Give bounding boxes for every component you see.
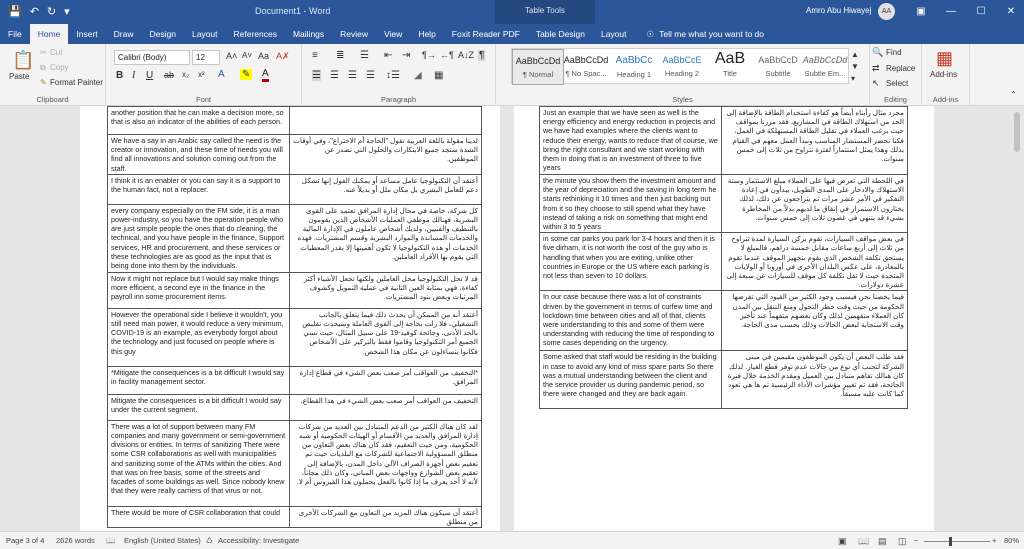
english-cell[interactable]: the minute you show them the investment amount and the year of depreciation and the saving in long term he starts rethinking it 10 times and then just backing out from it so they choose to still spend what they have instead of taking a risk on something that might end within 3 to 5 years [540, 175, 722, 233]
table-row [108, 420, 482, 506]
english-cell[interactable]: *Mitigate the consequences is a bit difficult I would say in facility management sector. [108, 366, 290, 394]
table-row [108, 272, 482, 308]
table-row [108, 394, 482, 420]
style-name: Subtitle [765, 69, 791, 78]
cut-button[interactable]: Cut [50, 48, 63, 57]
arabic-cell[interactable]: التخفيف من العواقب أمر صعب بعض الشيء في هذا القطاع. [290, 394, 482, 420]
zoom-in-icon[interactable]: + [992, 536, 997, 545]
style-no-spacing[interactable] [560, 49, 612, 85]
title-bar [0, 0, 1024, 24]
user-name[interactable]: Amro Abu Hiwayej [806, 6, 872, 15]
decrease-indent-icon[interactable]: ⇤ [384, 50, 393, 61]
tab-insert[interactable]: Insert [76, 29, 98, 39]
close-icon[interactable]: ✕ [1006, 6, 1016, 17]
tab-references[interactable]: References [233, 29, 277, 39]
quick-access-toolbar [0, 7, 70, 18]
english-cell[interactable]: Just an example that we have seen as well is the energy efficiency and energy reduction in projects and we have had examples where the clients want to reduce their energy, wants to reduce that of course, we bring the right consultant and we start working with them in doing that is an investment of three to five years [540, 107, 722, 175]
english-cell[interactable]: Now it might not replace but I would say make things more efficient, a second eye in the finance in the payroll inn some procurement items. [108, 272, 290, 308]
table-row [108, 204, 482, 272]
copy-button[interactable]: Copy [50, 63, 69, 72]
save-icon[interactable]: 💾 [8, 5, 22, 18]
language[interactable]: English (United States) [124, 536, 201, 545]
paragraph-group [302, 44, 496, 106]
customize-qat-icon[interactable]: ▾ [64, 5, 70, 18]
format-painter-button[interactable]: Format Painter [50, 78, 103, 87]
undo-icon[interactable]: ↶ [29, 5, 39, 18]
clipboard-label: Clipboard [36, 95, 69, 104]
show-marks-icon[interactable]: ¶ [479, 50, 485, 61]
focus-mode-icon[interactable]: ▣ [838, 536, 847, 546]
tab-design[interactable]: Design [149, 29, 176, 39]
arabic-cell[interactable]: في بعض مواقف السيارات، تقوم بركن السيارة لمدة تتراوح من ثلاث إلى أربع ساعات مقابل خمسة دراهم، فالمبلغ لا يستحق تكلفة الشخص الذي يقوم بتجهيز الموقف عندما تقوم بالمغادرة، على عكس البلدان الأخرى في أوروبا أو الولايات المتحدة حيث لا تقل تكلفة كل موقف للسيارات عن سبعة إلى عشرة دولارات. [722, 233, 908, 291]
tab-table-design[interactable]: Table Design [535, 29, 585, 39]
accessibility-status[interactable]: Accessibility: Investigate [218, 536, 300, 545]
clipboard-group [0, 44, 106, 106]
increase-indent-icon[interactable]: ⇥ [402, 50, 411, 61]
shading-icon[interactable]: ◢ [414, 70, 422, 81]
bullets-icon[interactable]: ≡ [312, 50, 318, 61]
table-row [108, 107, 482, 135]
table-row [540, 107, 908, 175]
print-layout-icon[interactable]: ▤ [878, 536, 887, 546]
arabic-cell[interactable]: لقد كان هناك الكثير من الدعم المتبادل بين العديد من شركات إدارة المرافق والعديد من الأقسام أو الهيئات الحكومية أو شبه الحكومية، ومن حيث التعقيم، فقد كان هناك بعض التعاون من منطلق المسؤولية الاجتماعية للشركات مع البلديات حيث تم تعقيم بعض أجهزة الصراف الآلي داخل المدن، بالإضافة إلى تعقيم بعض الشوارع وواجهات بعض المباني، وكان ذلك مجاناً، لأنه لا أحد يعرف ما إذا كانوا بالفعل يحملون هذا الفيروس أم لا. [290, 420, 482, 506]
page-right [514, 106, 934, 531]
shrink-font-icon[interactable]: A˅ [242, 51, 253, 60]
tab-table-layout[interactable]: Layout [600, 29, 627, 39]
replace-button[interactable]: Replace [886, 64, 916, 73]
arabic-cell[interactable]: مجرد مثال رأيناه أيضاً هو كفاءة استخدام الطاقة بالإضافة إلى الحد من استهلاك الطاقة في المشاريع، فقد مررنا بمواقف حيث يرغب العملاء في تقليل الطاقة المستهلكة في العمل، فكنا نحضر المستشار المناسب ونبدأ العمل معهم في القيام بذلك وهذا يمثل استثماراً لفترة تتراوح من ثلاث إلى خمس سنوات. [722, 107, 908, 175]
style-preview: AaBbCcE [662, 55, 702, 65]
highlight-icon[interactable]: ✎ [242, 69, 251, 80]
style-preview: AaBbCc [615, 55, 653, 66]
table-row [540, 351, 908, 409]
arabic-cell[interactable]: *التخفيف من العواقب أمر صعب بعض الشيء في قطاع إدارة المرافق. [290, 366, 482, 394]
arabic-cell[interactable]: قد لا تحل التكنولوجيا محل العاملين ولكنها تجعل الأشياء أكثر كفاءة، فهي بمثابة العين الثانية في عملية التمويل وكشوف المرتبات وبعض بنود المشتريات. [290, 272, 482, 308]
font-color-icon[interactable]: A [262, 69, 269, 82]
style-preview: AaBbCcDd [515, 56, 561, 66]
table-row [108, 174, 482, 204]
strikethrough-icon[interactable]: ab [164, 70, 175, 80]
paragraph-label: Paragraph [380, 95, 417, 104]
style-name: ¶ No Spac... [565, 69, 607, 78]
arabic-cell[interactable]: في اللحظة التي تعرض فيها على العملاء مبلغ الاستثمار وسنة الاستهلاك والادخار على المدى الطويل، يبدأون في إعادة التفكير في الأمر عشر مرات ثم يتراجعون عن ذلك، لذلك يختارون الاستمرار في إنفاق ما لديهم بدلاً من المخاطرة بشيء قد ينتهي في غضون ثلاث إلى خمس سنوات. [722, 175, 908, 233]
align-right-icon[interactable]: ☰ [348, 70, 357, 81]
addins-icon[interactable]: ▦ [936, 48, 954, 68]
english-cell[interactable]: Some asked that staff would be residing in the building in case to avoid any kind of miss spare parts So there was a mutual understanding between the client and the service provider us during pandemic period, so there were changed and they are back again. [540, 351, 722, 409]
paste-button[interactable]: Paste [9, 72, 30, 81]
zoom-slider-thumb[interactable] [949, 537, 952, 546]
proofing-icon[interactable]: 📖 [106, 536, 116, 545]
italic-icon[interactable]: I [132, 70, 136, 81]
vertical-scrollbar[interactable] [1014, 112, 1020, 152]
ribbon-display-icon[interactable]: ▣ [916, 6, 926, 17]
style-title[interactable] [704, 49, 756, 85]
ltr-icon[interactable]: ¶→ [422, 50, 436, 60]
tab-view[interactable]: View [384, 29, 403, 39]
arabic-cell[interactable]: لدينا مقولة باللغة العربية تقول "الحاجة أم الاختراع"، وفي أوقات الشدة ستجد جميع الابتكارات والحلول التي تصدر عن الموظفين. [290, 135, 482, 175]
arabic-cell[interactable]: فيما يخصنا نحن فبسبب وجود الكثير من القيود التي تفرضها الحكومة من حيث وقت حظر التجول ومنع التنقل بين المدن كان العملاء متفهمين لذلك وكان بعضهم متفهماً عند تأخير وقت الاستجابة لبعض الحالات وذلك بحسب مدى الحاجة. [722, 291, 908, 351]
page-count[interactable]: Page 3 of 4 [6, 536, 45, 545]
english-cell[interactable]: In our case because there was a lot of constraints driven by the government in terms of curfew time and lockdown time between cities and all of that, clients were understanding to this and some of them were understanding with reducing the time of responding to some cases depending on the urgency. [540, 291, 722, 351]
addins-group [922, 44, 970, 106]
ribbon-tabs [0, 24, 1024, 44]
tab-help[interactable]: Help [418, 29, 436, 39]
tab-layout[interactable]: Layout [191, 29, 218, 39]
style-name: Title [723, 69, 737, 78]
text-effects-icon[interactable]: A [218, 69, 225, 80]
english-cell[interactable]: We have a say in an Arabic say called the need is the creator or innovation, and these time of needs you will find all innovations and solution coming out from the staff. [108, 135, 290, 175]
tab-mailings[interactable]: Mailings [292, 29, 325, 39]
find-icon: 🔍 [872, 47, 884, 57]
select-button[interactable]: Select [886, 79, 909, 88]
format-painter-icon: ✎ [40, 78, 47, 87]
font-name-select[interactable] [114, 50, 190, 65]
font-size-select[interactable] [192, 50, 220, 65]
arabic-cell[interactable]: كل شركة، خاصة في مجال إدارة المرافق تعتمد على القوى البشرية، فهنالك موظفي العمليات الأشخاص الذين يقومون بالتنظيف والفنيين، ولديك أشخاص عاملون في الإدارة المالية والخدمات المساندة والموارد البشرية وقسم المشتريات. فهذه الخدمات أو هذه التكنولوجيا لا تكون أهميتها إلا بقدر المعطيات التي يقوم بها الأفراد العاملين. [290, 204, 482, 272]
style-name: Subtle Em... [804, 69, 846, 78]
table-row [540, 175, 908, 233]
underline-icon[interactable]: U [146, 70, 154, 81]
zoom-level[interactable]: 80% [1004, 536, 1020, 545]
arabic-cell[interactable] [290, 107, 482, 135]
window-controls [906, 0, 1024, 24]
english-cell[interactable]: Mitigate the consequences is a bit difficult I would say under the current segment. [108, 394, 290, 420]
table-row [108, 308, 482, 366]
page-left [80, 106, 500, 531]
table-tools-label: Table Tools [495, 0, 595, 24]
arabic-cell[interactable]: أعتقد أنه من الممكن أن يحدث ذلك فيما يتعلق بالجانب التشغيلي، فلا زلت بحاجة إلى القوى العاملة وسيحدث تقليص بالحد الأدنى، وجائحة كوفيد-19 على سبيل المثال، حيث نسي الجميع أمر التكنولوجيا وقاموا فقط بالتركيز على الأشخاص فكانوا يتساءلون عن مكان هذا الشخص. [290, 308, 482, 366]
tab-file[interactable]: File [8, 29, 22, 39]
style-preview: AaBbCcDd [802, 55, 848, 65]
tell-me-box[interactable] [647, 24, 765, 44]
numbering-icon[interactable]: ≣ [336, 50, 345, 61]
english-cell[interactable]: There was a lot of support between many FM companies and many government or semi-government divisions or entities. In terms of sanitizing There were some CSR collaborations as well with municipalities and sanitizing some of the ATMs within the cities. And that was on free basis, some of the streets and facades of some buildings as well. Since nobody knew that they were really carriers of that virus or not. [108, 420, 290, 506]
style-preview: AaBbCcD [758, 55, 798, 65]
styles-group [496, 44, 870, 106]
style-preview: AaBbCcDd [563, 55, 609, 65]
multilevel-list-icon[interactable]: ☰ [360, 50, 369, 61]
minimize-icon[interactable]: — [946, 6, 956, 17]
arabic-cell[interactable]: فقد طلب البعض أن يكون الموظفون مقيمين في مبنى الشركة لتجنب أي نوع من حالات عدم توفر قطع الغيار. لذلك كان هنالك تفاهم متبادل بين العميل ومقدم الخدمة خلال فترة الجائحة، فقد تم تغيير مؤشرات الأداء الرئيسية ثم ها هي تعود كما كانت عليه مسبقاً. [722, 351, 908, 409]
find-button[interactable]: Find [886, 48, 902, 57]
collapse-ribbon-icon[interactable]: ⌃ [1010, 90, 1017, 99]
paste-icon[interactable]: 📋 [12, 50, 35, 70]
font-size-value: 12 [196, 53, 205, 62]
style-name: ¶ Normal [522, 70, 554, 79]
align-left-icon[interactable]: ☰ [312, 70, 321, 81]
styles-label: Styles [672, 95, 693, 104]
ribbon [0, 44, 1024, 106]
font-label: Font [195, 95, 211, 104]
accessibility-icon: ♺ [206, 536, 213, 545]
justify-icon[interactable]: ☰ [366, 70, 375, 81]
zoom-out-icon[interactable]: − [914, 536, 919, 545]
status-bar [0, 531, 1024, 549]
left-table [107, 106, 482, 528]
right-table [539, 106, 908, 409]
editing-group [870, 44, 922, 106]
document-area [0, 106, 1024, 531]
tab-review[interactable]: Review [340, 29, 369, 39]
style-name: Heading 2 [664, 69, 700, 78]
table-row [540, 233, 908, 291]
word-count[interactable]: 2626 words [56, 536, 95, 545]
tab-home[interactable]: Home [30, 24, 69, 44]
arabic-cell[interactable]: أعتقد أن سيكون هناك المزيد من التعاون مع الشركات الأخرى من منطلق [290, 506, 482, 527]
tell-me-text: Tell me what you want to do [659, 29, 765, 39]
style-preview: AaB [714, 50, 746, 67]
read-mode-icon[interactable]: 📖 [858, 536, 870, 546]
redo-icon[interactable]: ↻ [46, 5, 57, 18]
english-cell[interactable]: every company especially on the FM side, it is a man power-industry, so you have the operation people who are just simple people the ones that do cleaning, the technical, and you have people in the finance, Support services, HR and procurement, and these services or these technologies are as good as the input that is being done into them by the individuals. [108, 204, 290, 272]
style-name: Heading 1 [616, 70, 652, 79]
document-title: Document1 - Word [255, 6, 331, 16]
line-spacing-icon[interactable]: ↕☰ [386, 70, 400, 81]
styles-scroll-up-icon[interactable]: ▲ [851, 50, 859, 59]
web-layout-icon[interactable]: ◫ [898, 536, 907, 546]
styles-more-icon[interactable]: ▾ [851, 74, 856, 83]
styles-scroll-down-icon[interactable]: ▼ [851, 62, 859, 71]
avatar[interactable]: AA [878, 3, 895, 20]
borders-icon[interactable]: ▦ [434, 70, 444, 81]
cut-icon: ✂ [40, 48, 47, 57]
addins-button[interactable]: Add-ins [930, 70, 958, 79]
font-group [106, 44, 302, 106]
english-cell[interactable]: in some car parks you park for 3-4 hours and then it is five dirham, it is not worth the cost of the guy who is handling that when you are exiting, unlike other countries in Europe or the US where each parking is not less than seven to 10 dollars. [540, 233, 722, 291]
styles-gallery [511, 48, 849, 84]
sort-icon[interactable]: A↓Z [458, 50, 475, 60]
change-case-icon[interactable]: Aa [258, 51, 270, 61]
subscript-icon[interactable]: x₂ [182, 70, 190, 79]
english-cell[interactable]: There would be more of CSR collaboration that could [108, 506, 290, 527]
style-heading-2[interactable] [656, 49, 708, 85]
select-icon: ↖ [872, 78, 880, 88]
style-subtle-emphasis[interactable] [800, 49, 850, 85]
align-center-icon[interactable]: ☰ [330, 70, 339, 81]
rtl-icon[interactable]: ←¶ [440, 50, 454, 60]
english-cell[interactable]: another position that he can make a decision more, so that is also an indicator of the abilities of each person. [108, 107, 290, 135]
table-row [540, 291, 908, 351]
style-heading-1[interactable] [608, 49, 660, 85]
editing-label: Editing [884, 95, 907, 104]
english-cell[interactable]: I think it is an enabler or you can say it is a support to the human fact, not a replacer. [108, 174, 290, 204]
table-row [108, 506, 482, 527]
zoom-slider[interactable] [924, 541, 990, 542]
replace-icon: ⇄ [872, 63, 880, 73]
copy-icon: ⧉ [40, 63, 46, 72]
clear-formatting-icon[interactable]: A✗ [276, 51, 290, 61]
style-normal[interactable] [512, 49, 564, 85]
style-subtitle[interactable] [752, 49, 804, 85]
tab-foxit-reader-pdf[interactable]: Foxit Reader PDF [451, 29, 520, 39]
maximize-icon[interactable]: ☐ [976, 6, 986, 17]
addins-label: Add-ins [932, 95, 959, 104]
font-name-value: Calibri (Body) [118, 53, 167, 62]
arabic-cell[interactable]: أعتقد أن التكنولوجيا عامل مساعد أو يمكنك القول إنها تشكل دعم للعامل البشري بل مكان ملل أو بديلاً عنه. [290, 174, 482, 204]
superscript-icon[interactable]: x² [198, 70, 205, 79]
tab-draw[interactable]: Draw [113, 29, 134, 39]
table-row [108, 135, 482, 175]
lightbulb-icon: ☉ [646, 29, 655, 39]
table-row [108, 366, 482, 394]
bold-icon[interactable]: B [116, 70, 124, 81]
grow-font-icon[interactable]: A˄ [226, 51, 238, 61]
english-cell[interactable]: However the operational side I believe it wouldn't, you still need man power, it would reduce a very minimum, COVID-19 is an example, as everybody forgot about the technology and just focused on people where is this guy [108, 308, 290, 366]
